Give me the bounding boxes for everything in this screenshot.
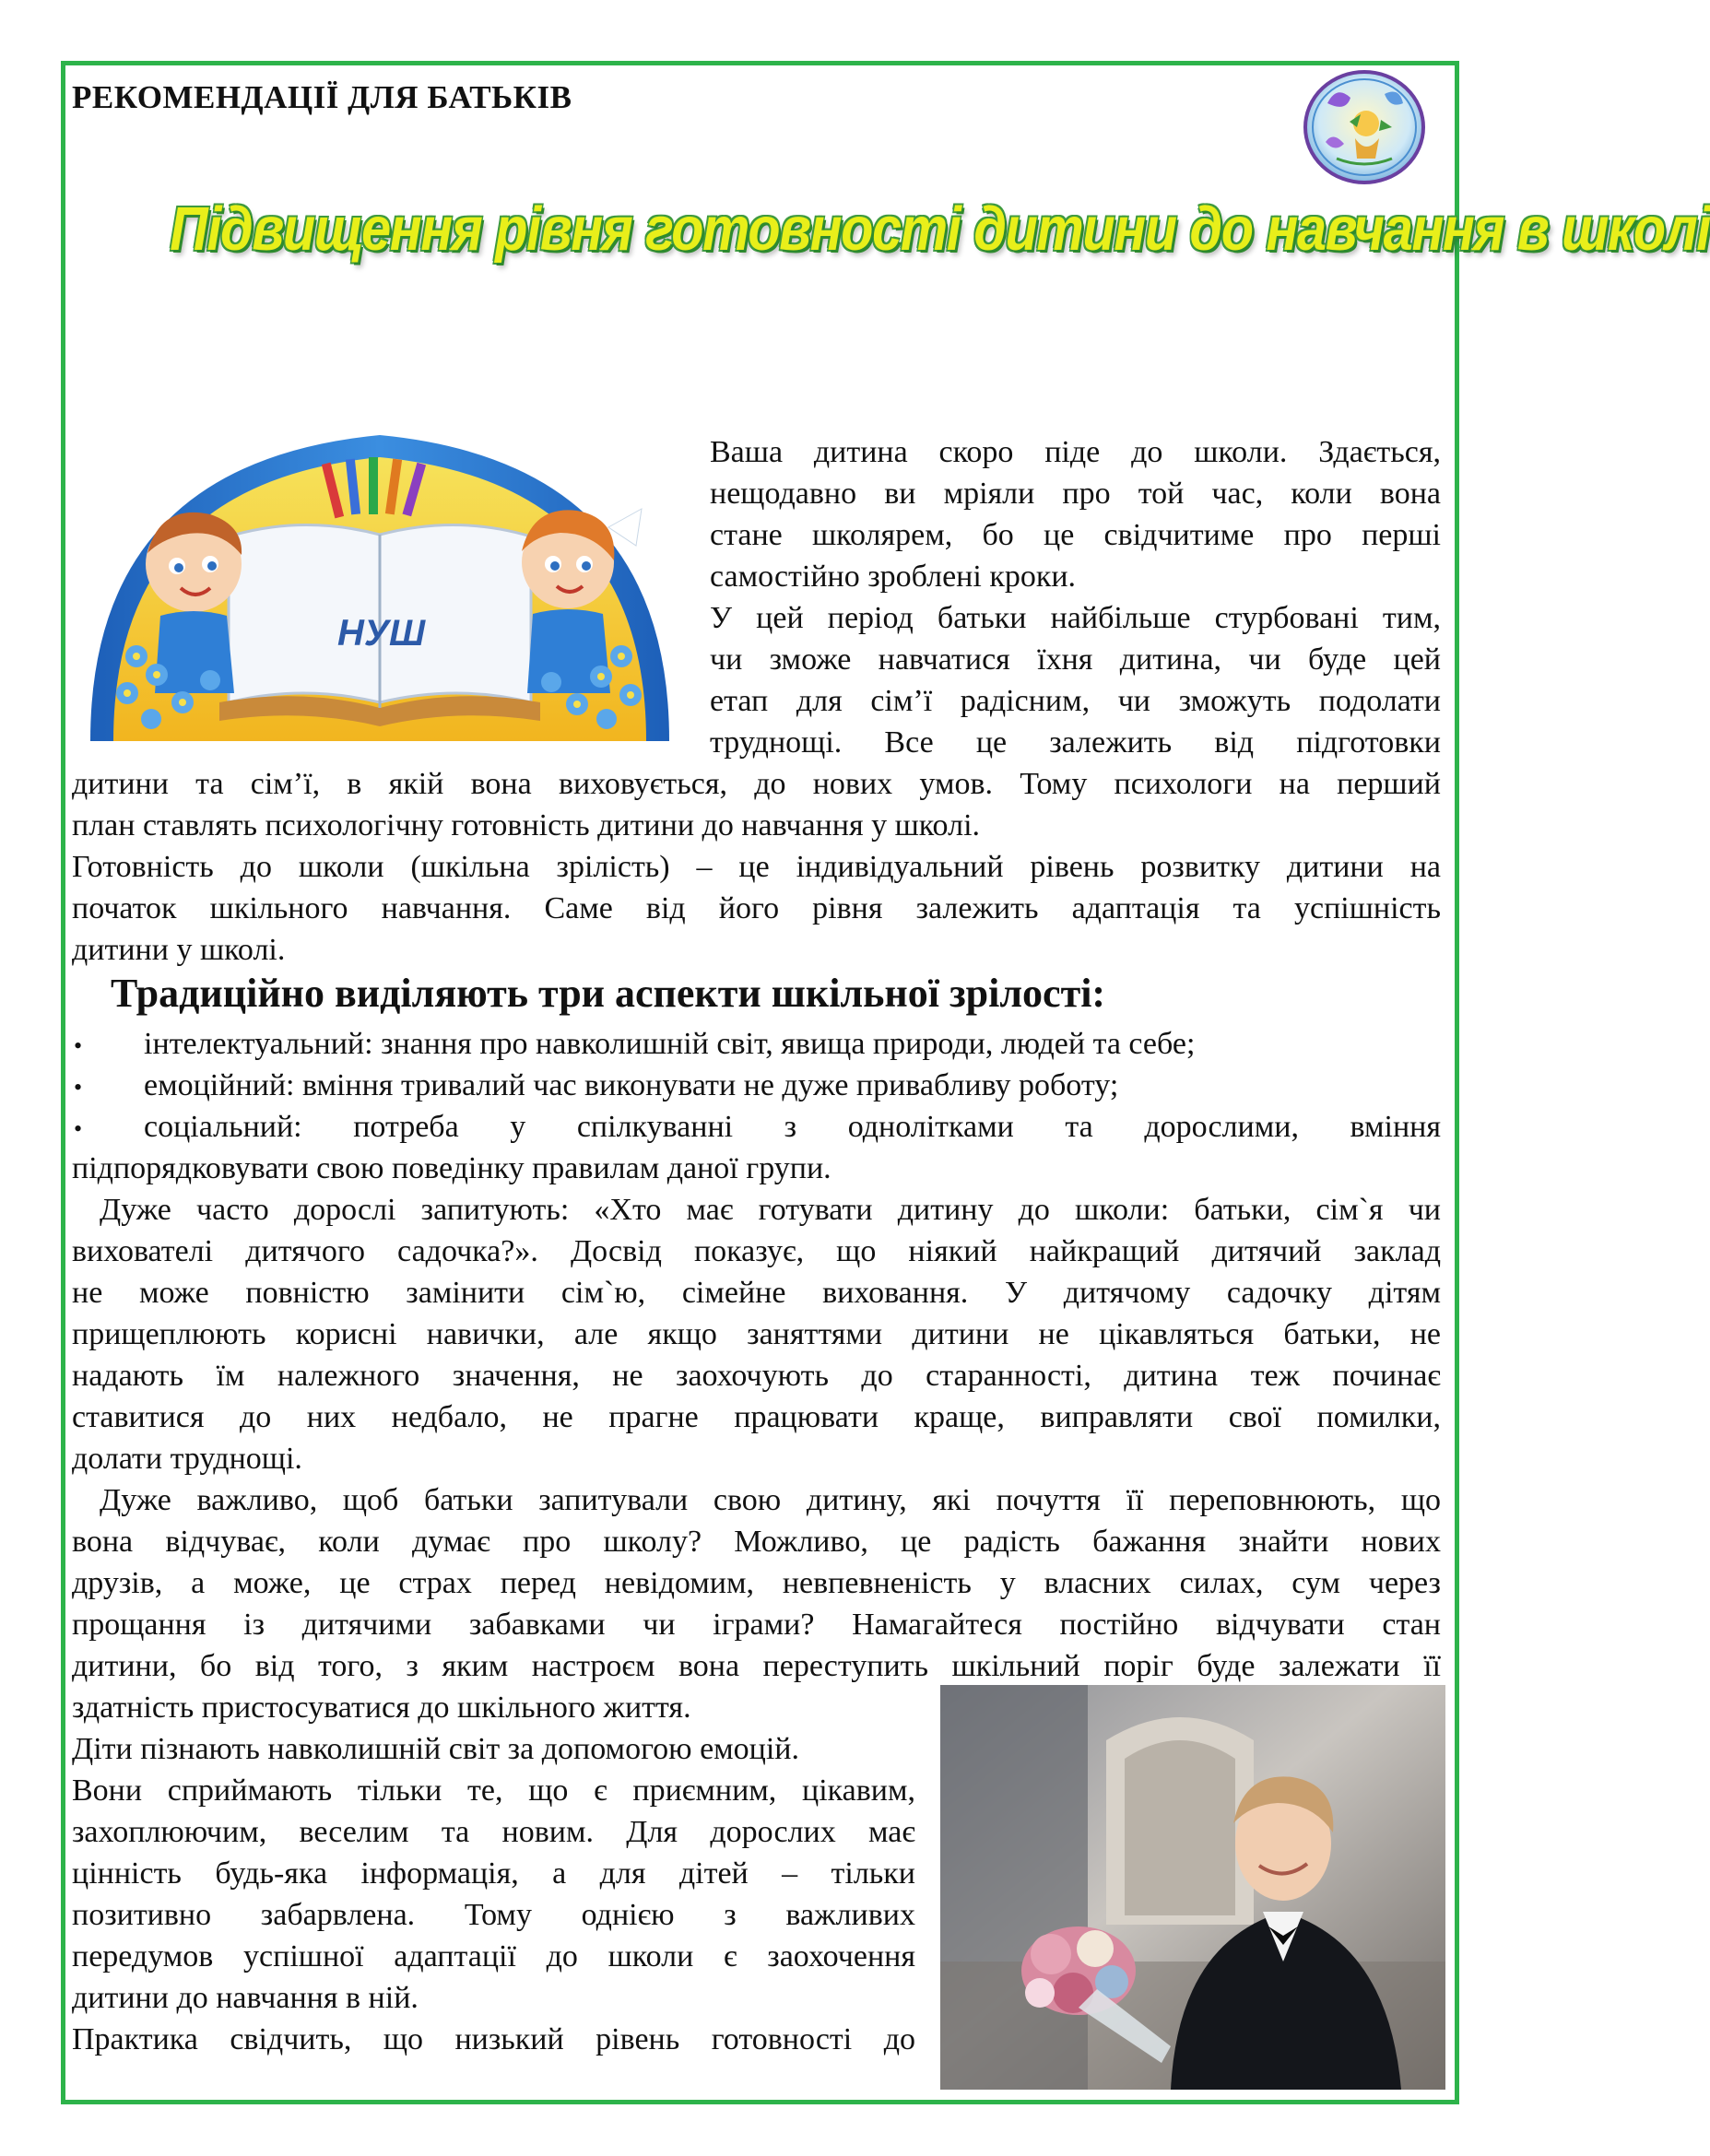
kindergarten-logo (1300, 66, 1429, 186)
bullet-icon: • (74, 1115, 83, 1142)
aspect-item-social: підпорядковувати свою поведінку правилам даної групи. (72, 1151, 831, 1185)
question-line: вихователі дитячого садочка?». Досвід показує, що ніякий найкращий дитячий заклад (72, 1234, 1441, 1268)
emotions-line: Діти пізнають навколишній світ за допомогою емоцій. (72, 1732, 800, 1766)
intro-line: дитини та сім’ї, в якій вона виховується, до нових умов. Тому психологи на перший (72, 767, 1441, 801)
emotions-line: позитивно забарвлена. Тому однією з важливих (72, 1898, 915, 1932)
emotions-line: захоплюючим, веселим та новим. Для дорослих має (72, 1815, 915, 1849)
question-line: Дуже часто дорослі запитують: «Хто має готувати дитину до школи: батьки, сім`я чи (100, 1193, 1441, 1227)
question-line: надають їм належного значення, не заохочують до старанності, дитина теж починає (72, 1359, 1441, 1393)
aspects-heading: Традиційно виділяють три аспекти шкільної зрілості: (111, 971, 1106, 1016)
feelings-line: дитини, бо від того, з яким настроєм вона переступить шкільний поріг буде залежати її (72, 1649, 1441, 1683)
intro-line: самостійно зроблені кроки. (710, 560, 1077, 594)
feelings-line: здатність пристосуватися до шкільного життя. (72, 1691, 691, 1725)
feelings-line: вона відчуває, коли думає про школу? Можливо, це радість бажання знайти нових (72, 1525, 1441, 1559)
emotions-line: дитини до навчання в ній. (72, 1981, 419, 2015)
page-title: Підвищення рівня готовності дитини до навчання в школі (170, 194, 1710, 264)
aspect-item-intellectual: інтелектуальний: знання про навколишній світ, явища природи, людей та себе; (144, 1027, 1196, 1061)
intro-line: труднощі. Все це залежить від підготовки (710, 725, 1441, 760)
emotions-line: Вони сприймають тільки те, що є приємним, цікавим, (72, 1773, 915, 1808)
definition-line: дитини у школі. (72, 933, 286, 967)
bullet-icon: • (74, 1032, 83, 1059)
nus-book-illustration (72, 426, 688, 741)
document-label: РЕКОМЕНДАЦІЇ ДЛЯ БАТЬКІВ (72, 79, 572, 115)
intro-line: стане школярем, бо це свідчитиме про перші (710, 518, 1441, 552)
feelings-line: друзів, а може, це страх перед невідомим, невпевненість у власних силах, сум через (72, 1566, 1441, 1600)
aspect-item-emotional: емоційний: вміння тривалий час виконувати не дуже привабливу роботу; (144, 1068, 1119, 1102)
intro-line: нещодавно ви мріяли про той час, коли вона (710, 477, 1441, 511)
emotions-line: цінність будь-яка інформація, а для дітей – тільки (72, 1856, 915, 1891)
schoolboy-photo (940, 1685, 1445, 2090)
emotions-line: Практика свідчить, що низький рівень готовності до (72, 2022, 915, 2056)
question-line: ставитися до них недбало, не прагне працювати краще, виправляти свої помилки, (72, 1400, 1441, 1434)
emotions-line: передумов успішної адаптації до школи є заохочення (72, 1939, 915, 1973)
definition-line: Готовність до школи (шкільна зрілість) – це індивідуальний рівень розвитку дитини на (72, 850, 1441, 884)
nus-book-label: НУШ (337, 613, 426, 654)
bullet-icon: • (74, 1074, 83, 1101)
intro-line: Ваша дитина скоро піде до школи. Здається, (710, 435, 1441, 469)
feelings-line: Дуже важливо, щоб батьки запитували свою дитину, які почуття її переповнюють, що (100, 1483, 1441, 1517)
aspect-item-social: соціальний: потреба у спілкуванні з однолітками та дорослими, вміння (144, 1110, 1441, 1144)
feelings-line: прощання із дитячими забавками чи іграми? Намагайтеся постійно відчувати стан (72, 1608, 1441, 1642)
question-line: не може повністю замінити сім`ю, сімейне виховання. У дитячому садочку дітям (72, 1276, 1441, 1310)
question-line: долати труднощі. (72, 1442, 302, 1476)
intro-line: етап для сім’ї радісним, чи зможуть подолати (710, 684, 1441, 718)
intro-line: У цей період батьки найбільше стурбовані тим, (710, 601, 1441, 635)
intro-line: чи зможе навчатися їхня дитина, чи буде цей (710, 642, 1441, 677)
intro-line: план ставлять психологічну готовність дитини до навчання у школі. (72, 808, 981, 842)
question-line: прищеплюють корисні навички, але якщо заняттями дитини не цікавляться батьки, не (72, 1317, 1441, 1351)
definition-line: початок шкільного навчання. Саме від його рівня залежить адаптація та успішність (72, 891, 1441, 925)
